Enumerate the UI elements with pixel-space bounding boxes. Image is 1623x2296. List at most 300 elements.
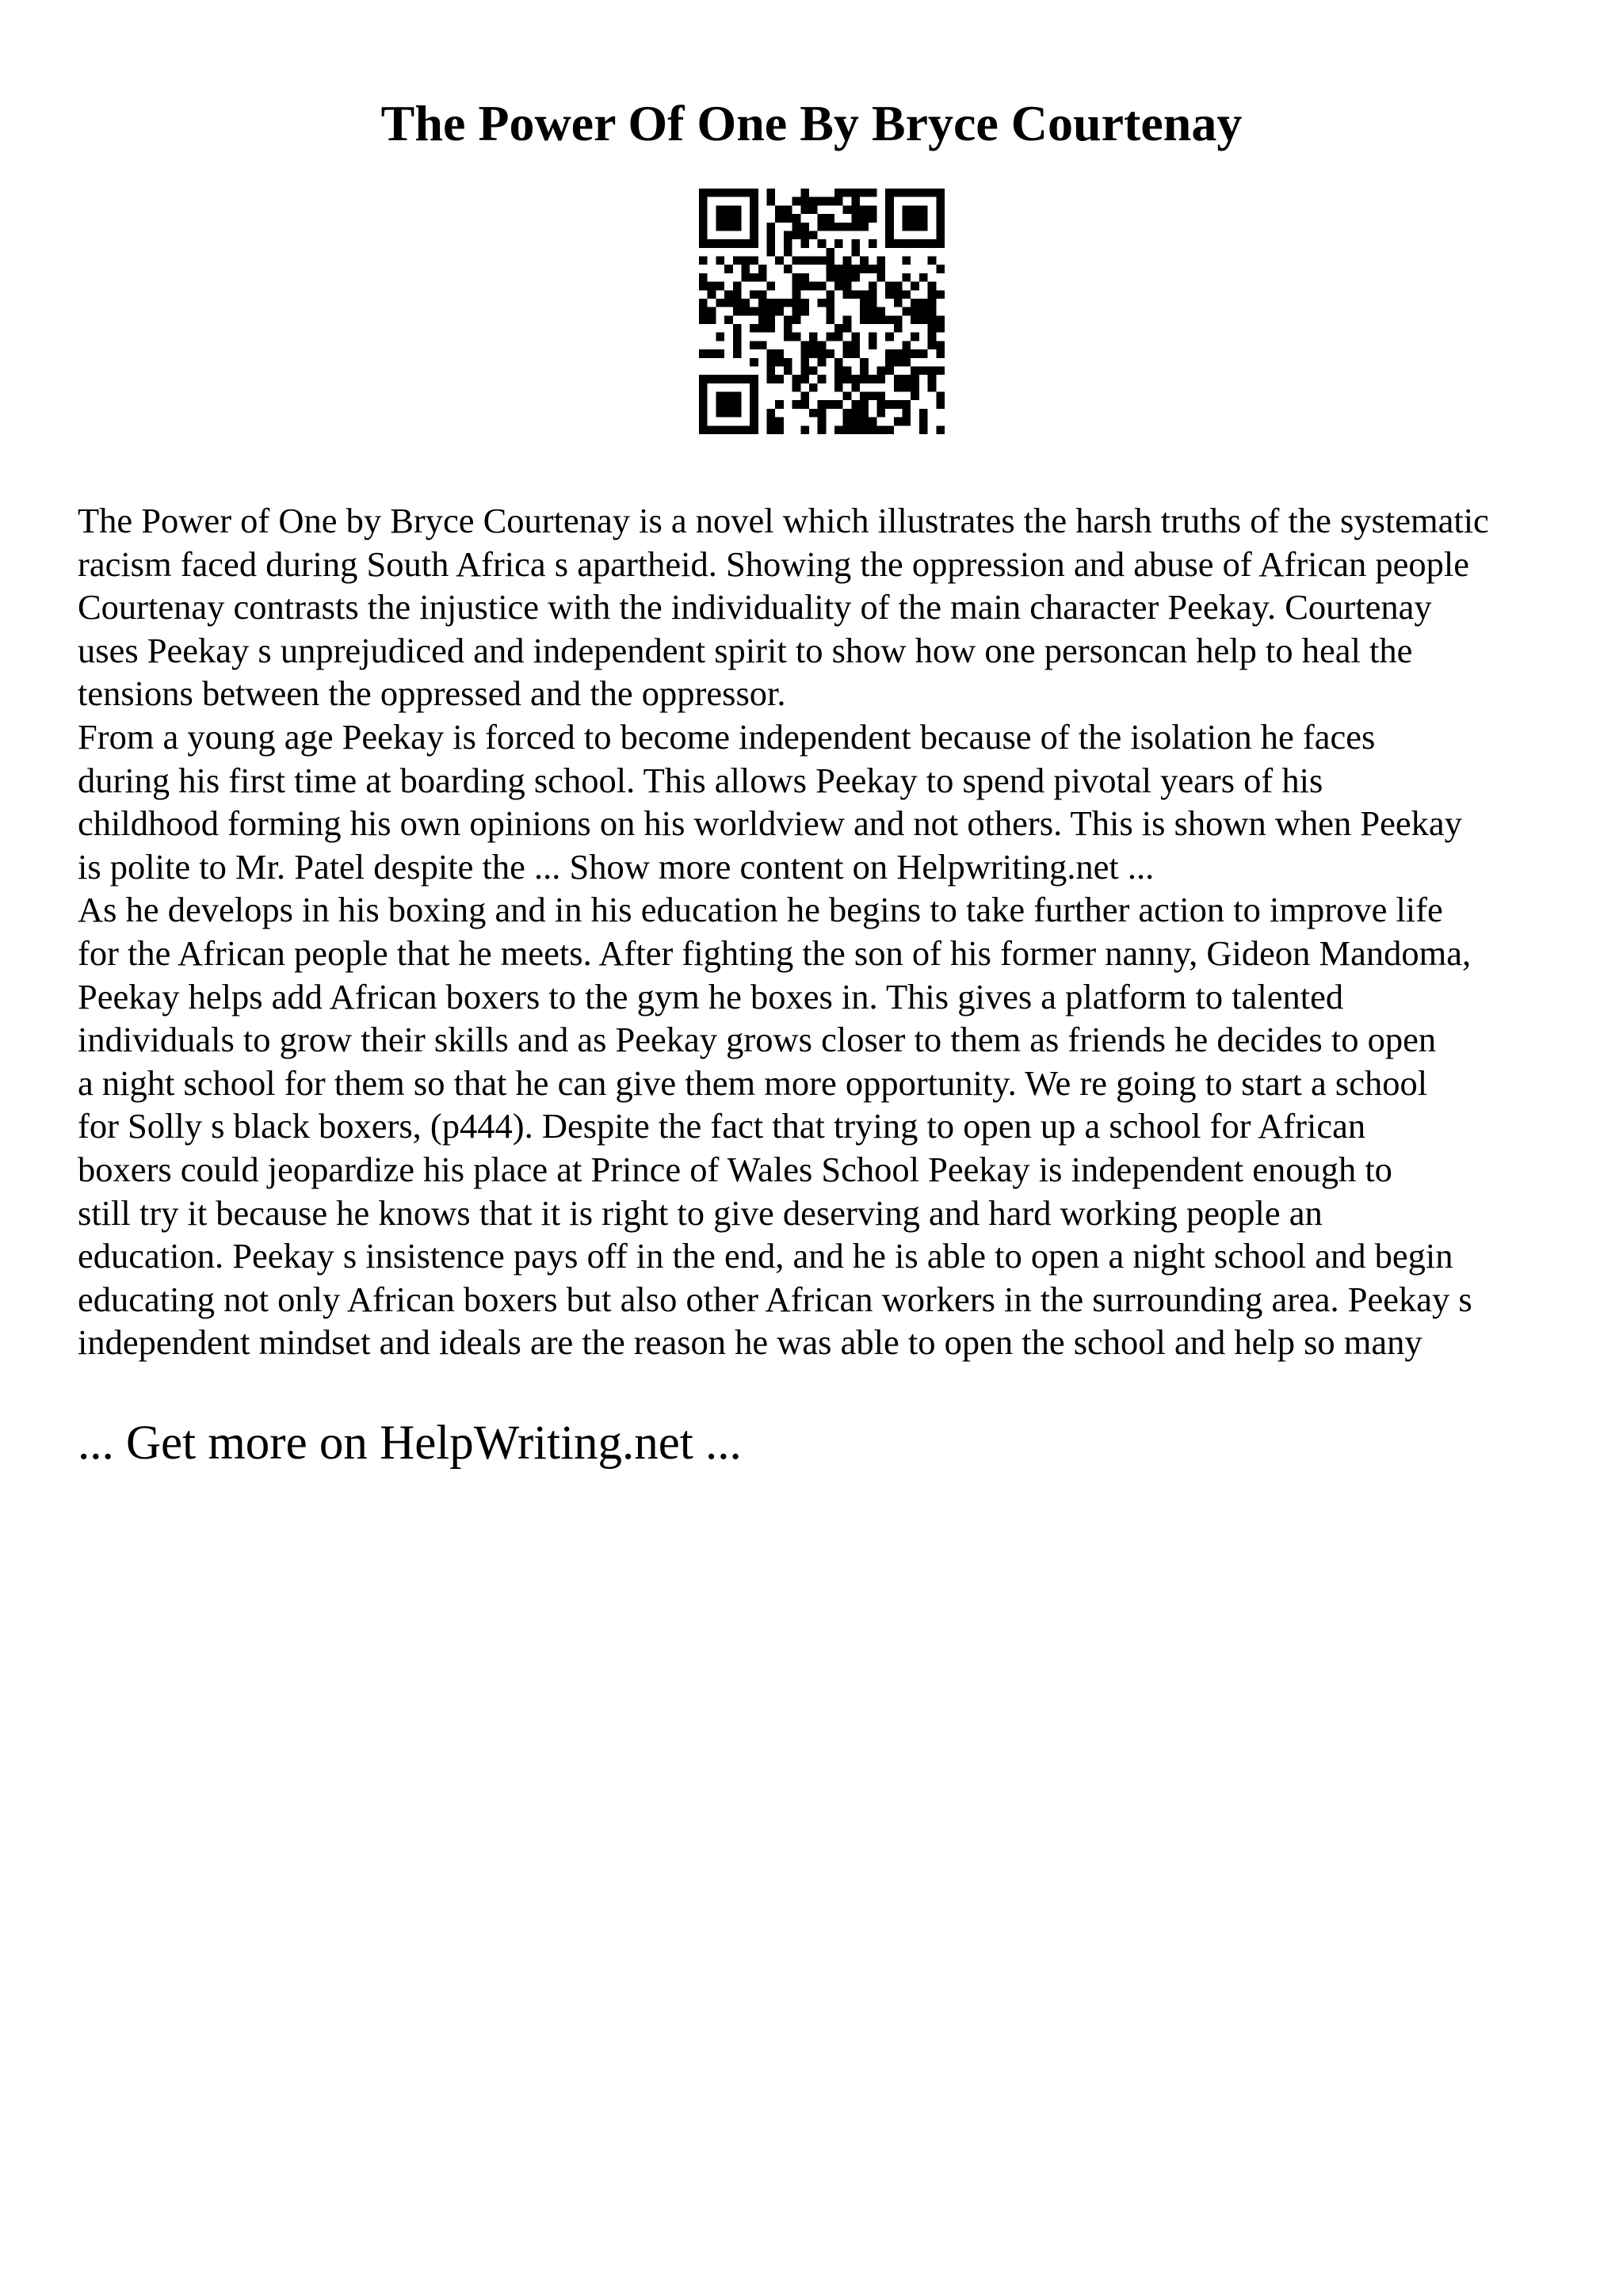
text-line: The Power of One by Bryce Courtenay is a novel which illustrates the harsh truths of the systematic [78, 501, 1489, 540]
qr-module [750, 418, 758, 426]
qr-module [767, 282, 776, 291]
qr-module [775, 358, 784, 367]
qr-module [699, 409, 708, 418]
qr-module [750, 409, 758, 418]
qr-module [809, 341, 818, 349]
qr-module [860, 214, 869, 223]
qr-module [919, 273, 928, 282]
qr-module [911, 392, 919, 401]
qr-module [860, 265, 869, 273]
qr-module [936, 425, 945, 434]
qr-module [860, 375, 869, 383]
qr-module [894, 324, 903, 333]
qr-module [724, 205, 733, 214]
qr-module [792, 282, 801, 291]
qr-module [936, 400, 945, 409]
qr-module [903, 223, 911, 231]
qr-code-icon[interactable] [699, 189, 945, 434]
qr-module [919, 425, 928, 434]
qr-module [843, 425, 852, 434]
text-line: Peekay helps add African boxers to the gym he boxes in. This gives a platform to talented [78, 976, 1344, 1016]
qr-module [911, 299, 919, 307]
qr-module [800, 392, 809, 401]
qr-module [708, 282, 716, 291]
qr-module [869, 333, 877, 341]
qr-module [860, 425, 869, 434]
qr-module [784, 299, 792, 307]
qr-module [767, 189, 776, 197]
qr-module [750, 205, 758, 214]
qr-module [869, 375, 877, 383]
qr-module [903, 409, 911, 418]
qr-module [851, 349, 860, 358]
qr-module [724, 425, 733, 434]
qr-module [741, 273, 750, 282]
qr-module [860, 205, 869, 214]
qr-module [792, 290, 801, 299]
qr-module [826, 214, 834, 223]
qr-module [876, 273, 885, 282]
qr-module [928, 366, 937, 375]
qr-module [869, 214, 877, 223]
qr-module [699, 375, 708, 383]
qr-module [699, 425, 708, 434]
qr-module [758, 273, 767, 282]
qr-module [826, 223, 834, 231]
qr-module [818, 282, 827, 291]
qr-module [775, 307, 784, 316]
qr-module [885, 282, 894, 291]
qr-module [699, 400, 708, 409]
text-line: From a young age Peekay is forced to become independent because of the isolation he faces [78, 716, 1376, 757]
qr-module [750, 197, 758, 206]
document-title: The Power Of One By Bryce Courtenay [380, 95, 1243, 151]
qr-module [818, 409, 827, 418]
qr-module [750, 273, 758, 282]
qr-module [818, 425, 827, 434]
qr-module [936, 290, 945, 299]
qr-module [708, 375, 716, 383]
qr-module [851, 273, 860, 282]
qr-module [699, 231, 708, 239]
qr-module [903, 189, 911, 197]
qr-module [699, 299, 708, 307]
qr-module [876, 257, 885, 265]
text-line: uses Peekay s unprejudiced and independent spirit to show how one personcan help to heal the [78, 630, 1413, 670]
qr-module [818, 223, 827, 231]
qr-module [894, 290, 903, 299]
qr-module [716, 375, 724, 383]
qr-module [724, 239, 733, 248]
qr-module [750, 400, 758, 409]
qr-module [724, 315, 733, 324]
qr-module [792, 214, 801, 223]
qr-module [919, 418, 928, 426]
text-line: boxers could jeopardize his place at Prince of Wales School Peekay is independent enough to [78, 1149, 1392, 1189]
qr-module [919, 409, 928, 418]
qr-module [834, 383, 843, 392]
qr-module [750, 290, 758, 299]
qr-module [826, 299, 834, 307]
qr-module [894, 239, 903, 248]
qr-module [800, 231, 809, 239]
qr-module [834, 425, 843, 434]
qr-module [903, 349, 911, 358]
qr-module [733, 307, 742, 316]
qr-module [708, 425, 716, 434]
qr-module [885, 366, 894, 375]
qr-module [733, 290, 742, 299]
text-line: Courtenay contrasts the injustice with the individuality of the main character Peekay. Courtenay [78, 587, 1432, 627]
qr-module [818, 299, 827, 307]
qr-module [800, 239, 809, 248]
qr-module [903, 257, 911, 265]
qr-module [834, 333, 843, 341]
qr-module [869, 425, 877, 434]
qr-module [885, 223, 894, 231]
qr-module [826, 400, 834, 409]
qr-module [716, 205, 724, 214]
qr-module [885, 425, 894, 434]
qr-module [724, 375, 733, 383]
qr-module [876, 392, 885, 401]
qr-module [716, 239, 724, 248]
qr-module [851, 265, 860, 273]
text-line: racism faced during South Africa s apartheid. Showing the oppression and abuse of African people [78, 543, 1470, 584]
qr-module [775, 400, 784, 409]
qr-module [750, 383, 758, 392]
qr-module [851, 290, 860, 299]
text-line: educating not only African boxers but also other African workers in the surrounding area. Peekay s [78, 1279, 1472, 1319]
qr-module [911, 383, 919, 392]
qr-module [928, 290, 937, 299]
qr-module [919, 239, 928, 248]
qr-module [767, 223, 776, 231]
qr-module [809, 333, 818, 341]
qr-module [851, 425, 860, 434]
qr-module [784, 205, 792, 214]
qr-module [834, 366, 843, 375]
qr-module [767, 307, 776, 316]
qr-module [903, 290, 911, 299]
qr-module [767, 324, 776, 333]
qr-module [741, 307, 750, 316]
qr-module [911, 189, 919, 197]
qr-module [733, 333, 742, 341]
qr-module [800, 223, 809, 231]
qr-module [860, 315, 869, 324]
qr-module [792, 375, 801, 383]
qr-module [851, 375, 860, 383]
get-more-link[interactable]: ... Get more on HelpWriting.net ... [78, 1417, 742, 1470]
qr-module [928, 375, 937, 383]
qr-module [800, 375, 809, 383]
qr-module [750, 257, 758, 265]
qr-module [936, 341, 945, 349]
qr-module [767, 409, 776, 418]
qr-module [733, 189, 742, 197]
qr-module [818, 214, 827, 223]
qr-module [826, 349, 834, 358]
qr-code-graphic [699, 189, 945, 434]
qr-module [834, 375, 843, 383]
text-line: for the African people that he meets. After fighting the son of his former nanny, Gideon Mandoma, [78, 933, 1472, 973]
qr-module [869, 418, 877, 426]
qr-module [928, 257, 937, 265]
qr-module [851, 400, 860, 409]
text-line: is polite to Mr. Patel despite the ... Show more content on Helpwriting.net ... [78, 846, 1155, 887]
qr-module [851, 341, 860, 349]
qr-module [834, 239, 843, 248]
qr-module [834, 265, 843, 273]
qr-module [911, 214, 919, 223]
qr-module [699, 223, 708, 231]
qr-module [750, 223, 758, 231]
qr-module [894, 375, 903, 383]
qr-module [851, 333, 860, 341]
qr-module [928, 307, 937, 316]
qr-module [843, 223, 852, 231]
qr-module [919, 205, 928, 214]
qr-module [767, 299, 776, 307]
qr-module [699, 273, 708, 282]
qr-module [869, 299, 877, 307]
text-line: individuals to grow their skills and as Peekay grows closer to them as friends he decides to open [78, 1020, 1437, 1060]
qr-module [724, 400, 733, 409]
qr-module [885, 333, 894, 341]
qr-module [843, 273, 852, 282]
qr-module [708, 290, 716, 299]
qr-module [818, 418, 827, 426]
qr-module [750, 189, 758, 197]
qr-module [936, 324, 945, 333]
qr-module [733, 282, 742, 291]
qr-module [708, 315, 716, 324]
qr-module [843, 418, 852, 426]
text-line: still try it because he knows that it is right to give deserving and hard working people an [78, 1192, 1323, 1233]
qr-module [800, 307, 809, 316]
qr-module [792, 299, 801, 307]
qr-module [903, 400, 911, 409]
qr-module [851, 214, 860, 223]
qr-module [851, 197, 860, 206]
qr-module [800, 400, 809, 409]
qr-module [826, 290, 834, 299]
qr-module [758, 290, 767, 299]
qr-module [699, 383, 708, 392]
qr-module [767, 418, 776, 426]
qr-module [928, 282, 937, 291]
qr-module [724, 409, 733, 418]
qr-module [843, 290, 852, 299]
qr-module [741, 299, 750, 307]
qr-module [851, 418, 860, 426]
qr-module [818, 400, 827, 409]
qr-module [843, 189, 852, 197]
qr-module [750, 358, 758, 367]
qr-module [936, 223, 945, 231]
qr-module [843, 205, 852, 214]
qr-module [741, 425, 750, 434]
qr-module [818, 257, 827, 265]
qr-module [784, 358, 792, 367]
qr-module [876, 366, 885, 375]
qr-module [792, 400, 801, 409]
qr-module [885, 315, 894, 324]
qr-module [716, 425, 724, 434]
qr-module [792, 273, 801, 282]
qr-module [894, 299, 903, 307]
qr-module [716, 333, 724, 341]
qr-module [724, 392, 733, 401]
text-line: a night school for them so that he can give them more opportunity. We re going to start a school [78, 1062, 1428, 1103]
qr-module [699, 189, 708, 197]
qr-module [869, 392, 877, 401]
qr-module [851, 223, 860, 231]
qr-module [834, 197, 843, 206]
qr-module [733, 425, 742, 434]
qr-module [809, 205, 818, 214]
qr-module [699, 349, 708, 358]
qr-module [716, 299, 724, 307]
qr-module [733, 223, 742, 231]
qr-module [903, 214, 911, 223]
qr-module [775, 418, 784, 426]
qr-module [928, 341, 937, 349]
qr-module [860, 358, 869, 367]
qr-module [834, 324, 843, 333]
qr-module [919, 349, 928, 358]
qr-module [767, 358, 776, 367]
qr-module [708, 239, 716, 248]
qr-module [860, 400, 869, 409]
qr-module [860, 290, 869, 299]
qr-module [800, 341, 809, 349]
qr-module [716, 223, 724, 231]
qr-module [758, 315, 767, 324]
qr-module [733, 341, 742, 349]
text-line: childhood forming his own opinions on his worldview and not others. This is shown when Peekay [78, 803, 1462, 844]
qr-module [826, 273, 834, 282]
qr-module [767, 315, 776, 324]
qr-module [826, 307, 834, 316]
essay-body [78, 499, 1583, 1364]
qr-module [936, 315, 945, 324]
qr-module [784, 324, 792, 333]
qr-module [800, 257, 809, 265]
qr-module [750, 307, 758, 316]
qr-module [809, 383, 818, 392]
qr-module [733, 409, 742, 418]
qr-module [818, 349, 827, 358]
qr-module [885, 349, 894, 358]
qr-module [826, 257, 834, 265]
qr-module [716, 400, 724, 409]
qr-module [843, 282, 852, 291]
qr-module [928, 315, 937, 324]
qr-module [758, 307, 767, 316]
qr-module [741, 375, 750, 383]
qr-module [775, 205, 784, 214]
qr-module [936, 205, 945, 214]
qr-module [919, 366, 928, 375]
qr-module [919, 315, 928, 324]
qr-module [851, 239, 860, 248]
qr-module [869, 315, 877, 324]
qr-module [936, 349, 945, 358]
qr-module [894, 282, 903, 291]
qr-module [800, 358, 809, 367]
qr-module [919, 223, 928, 231]
qr-module [885, 231, 894, 239]
qr-module [894, 349, 903, 358]
qr-module [911, 333, 919, 341]
qr-module [826, 197, 834, 206]
qr-module [716, 282, 724, 291]
qr-module [885, 290, 894, 299]
qr-module [792, 257, 801, 265]
qr-module [885, 189, 894, 197]
qr-module [792, 383, 801, 392]
qr-module [834, 273, 843, 282]
qr-module [928, 383, 937, 392]
qr-module [860, 189, 869, 197]
qr-module [733, 375, 742, 383]
qr-module [851, 409, 860, 418]
qr-module [826, 333, 834, 341]
qr-module [869, 205, 877, 214]
qr-module [800, 282, 809, 291]
qr-module [733, 324, 742, 333]
qr-module [767, 231, 776, 239]
qr-module [869, 307, 877, 316]
qr-module [936, 189, 945, 197]
qr-module [843, 349, 852, 358]
qr-module [936, 214, 945, 223]
qr-module [724, 265, 733, 273]
qr-module [708, 307, 716, 316]
qr-module [860, 418, 869, 426]
qr-module [885, 400, 894, 409]
qr-module [800, 425, 809, 434]
qr-module [834, 358, 843, 367]
qr-module [936, 197, 945, 206]
qr-module [843, 265, 852, 273]
qr-module [843, 375, 852, 383]
qr-module [911, 223, 919, 231]
qr-module [834, 223, 843, 231]
qr-module [716, 409, 724, 418]
text-line: education. Peekay s insistence pays off in the end, and he is able to open a night school and begin [78, 1236, 1453, 1276]
qr-module [792, 333, 801, 341]
qr-module [851, 383, 860, 392]
qr-module [800, 366, 809, 375]
qr-module [911, 366, 919, 375]
qr-module [903, 205, 911, 214]
qr-module [869, 189, 877, 197]
qr-module [843, 324, 852, 333]
qr-module [818, 341, 827, 349]
qr-module [699, 315, 708, 324]
qr-module [936, 265, 945, 273]
text-line: for Solly s black boxers, (p444). Despite the fact that trying to open up a school for African [78, 1106, 1366, 1146]
qr-module [936, 231, 945, 239]
qr-module [809, 282, 818, 291]
qr-module [699, 418, 708, 426]
qr-module [750, 341, 758, 349]
qr-module [851, 205, 860, 214]
qr-module [809, 257, 818, 265]
